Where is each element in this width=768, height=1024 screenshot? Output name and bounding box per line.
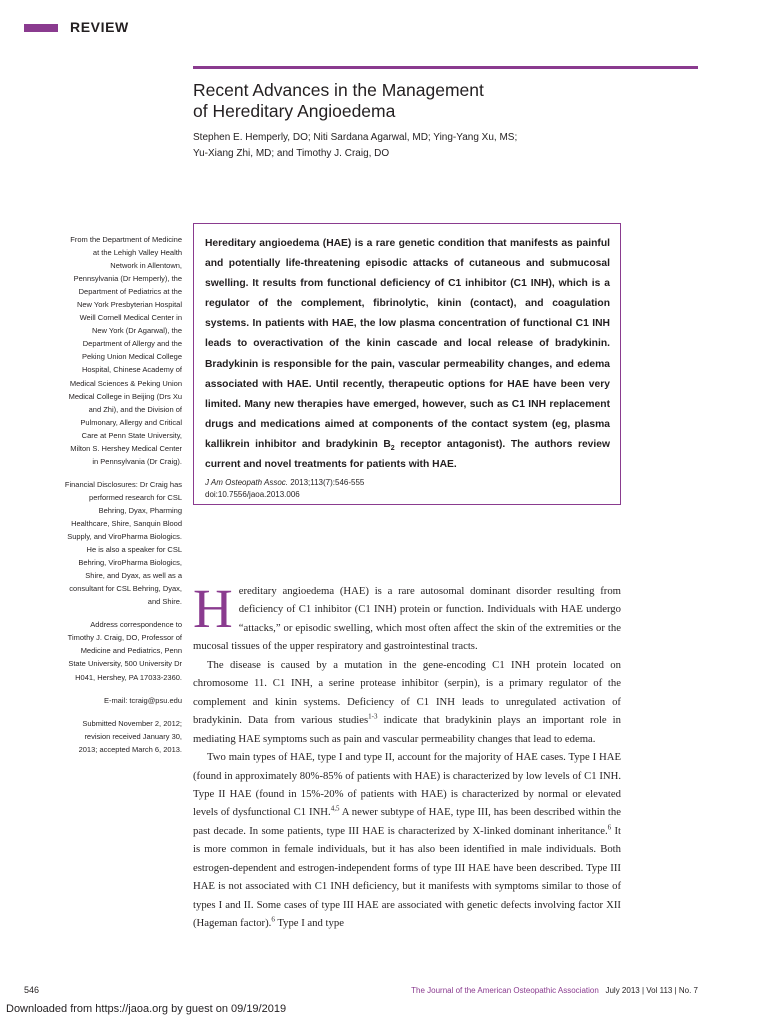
author-list xyxy=(193,130,693,162)
authors-line-1: Stephen E. Hemperly, DO; Niti Sardana Agarwal, MD; Ying-Yang Xu, MS; xyxy=(193,132,518,143)
body-paragraph-3-text-b: A newer subtype of HAE, type III, has been described within the past decade. In some patients, type III HAE is characterized by X-linked dominant inheritance. xyxy=(193,806,621,837)
financial-disclosures: Financial Disclosures: Dr Craig has performed research for CSL Behring, Dyax, Pharming Healthcare, Shire, Sanquin Blood Supply, and ViroPharma Biologics. He is also a speaker for CSL Behring, ViroPharma Biologics, Shire, and Dyax, as well as a consultant for CSL Behring, Dyax, and Shire. xyxy=(64,479,182,607)
reference-marker[interactable]: 1-3 xyxy=(368,712,378,721)
body-paragraph-3 xyxy=(193,748,621,933)
author-notes-sidebar xyxy=(64,233,182,766)
section-marker-bar xyxy=(24,24,58,32)
correspondence-address: Address correspondence to Timothy J. Craig, DO, Professor of Medicine and Pediatrics, Penn State University, 500 University Dr H041, Hershey, PA 17033-2360. xyxy=(67,620,182,682)
correspondence-email: E-mail: tcraig@psu.edu xyxy=(103,695,182,705)
footer-issue: July 2013 | Vol 113 | No. 7 xyxy=(605,986,698,995)
submission-dates: Submitted November 2, 2012; revision received January 30, 2013; accepted March 6, 2013. xyxy=(78,718,182,754)
article-title xyxy=(193,80,693,122)
citation-reference: 2013;113(7):546-555 xyxy=(288,478,365,488)
reference-marker[interactable]: 6 xyxy=(607,823,612,832)
body-paragraph-2-text-b: indicate that bradykinin plays an important role in mediating HAE symptoms such as pain and vascular permeability changes that lead to edema. xyxy=(193,714,621,745)
body-paragraph-2-text-a: The disease is caused by a mutation in the gene-encoding C1 INH protein located on chromosome 11. C1 INH, a serine protease inhibitor (serpin), is a primary regulator of the complement and kinin systems. Deficiency of C1 INH leads to unregulated activation of bradykinin. Data from various studies xyxy=(193,658,621,727)
reference-marker[interactable]: 6 xyxy=(271,915,275,924)
citation xyxy=(205,477,610,501)
section-label: REVIEW xyxy=(70,19,129,35)
running-footer xyxy=(380,986,698,995)
reference-marker[interactable]: 4,5 xyxy=(330,804,340,813)
abstract-box xyxy=(193,223,621,505)
body-paragraph-2 xyxy=(193,656,621,748)
authors-line-2: Yu-Xiang Zhi, MD; and Timothy J. Craig, DO xyxy=(193,148,390,159)
citation-doi[interactable]: doi:10.7556/jaoa.2013.006 xyxy=(205,490,300,500)
abstract-subscript: 2 xyxy=(390,444,395,452)
drop-cap: H xyxy=(193,578,233,639)
abstract-text-part-1: Hereditary angioedema (HAE) is a rare genetic condition that manifests as painful and potentially life-threatening episodic attacks of cutaneous and submucosal swelling. It results from functional deficiency of C1 inhibitor (C1 INH), which is a regulator of the complement, fibrinolytic, kinin (contact), and coagulation systems. In patients with HAE, the low plasma concentration of functional C1 INH leads to overactivation of the kinin cascade and local release of bradykinin. Bradykinin is responsible for the pain, vascular permeability changes, and edema associated with HAE. Until recently, therapeutic options for HAE have been very limited. Many new therapies have emerged, however, such as C1 INH replacement drugs and medications aimed at components of the contact system (eg, plasma kallikrein inhibitor and bradykinin B xyxy=(205,238,610,450)
title-line-1: Recent Advances in the Management xyxy=(193,80,484,100)
body-paragraph-3-text-c: It is more common in female individuals, but it has also been identified in male individuals. Both estrogen-dependent and estrogen-independent forms of type III HAE have been described. Type III HAE is not associated with C1 INH deficiency, but it manifests with symptoms similar to those of types I and II. Some cases of type III HAE are associated with genetic defects involving factor XII (Hageman factor). xyxy=(193,824,621,930)
citation-journal: J Am Osteopath Assoc. xyxy=(205,478,288,488)
title-rule xyxy=(193,66,698,69)
body-paragraph-1-text: ereditary angioedema (HAE) is a rare autosomal dominant disorder resulting from deficiency of C1 inhibitor (C1 INH) protein or function. Individuals with HAE undergo “attacks,” or episodic swelling, which most often affect the skin of the extremities or the mucosal tissues of the upper respiratory and gastrointestinal tracts. xyxy=(193,585,621,653)
download-notice: Downloaded from https://jaoa.org by guest on 09/19/2019 xyxy=(6,1003,287,1015)
footer-journal-name: The Journal of the American Osteopathic Association xyxy=(411,986,599,995)
title-line-2: of Hereditary Angioedema xyxy=(193,101,396,121)
body-paragraph-1 xyxy=(193,578,621,656)
page-number: 546 xyxy=(24,985,40,995)
affiliations: From the Department of Medicine at the Lehigh Valley Health Network in Allentown, Pennsylvania (Dr Hemperly), the Department of Pediatrics at the New York Presbyterian Hospital Weill Cornell Medical Center in New York (Dr Agarwal), the Department of Allergy and the Peking Union Medical College Hospital, Chinese Academy of Medical Sciences & Peking Union Medical College in Beijing (Drs Xu and Zhi), and the Division of Pulmonary, Allergy and Critical Care at Penn State University, Milton S. Hershey Medical Center in Pennsylvania (Dr Craig). xyxy=(68,235,182,466)
article-body xyxy=(193,578,621,933)
body-paragraph-3-text-d: Type I and type xyxy=(274,917,344,930)
body-paragraph-3-text-a: Two main types of HAE, type I and type II, account for the majority of HAE cases. Type I HAE (found in approximately 80%-85% of patients with HAE) is characterized by low levels of C1 INH. Type II HAE (found in 15%-20% of patients with HAE) is characterized by normal or elevated levels of dysfunctional C1 INH. xyxy=(193,751,621,819)
abstract-text xyxy=(205,234,610,475)
abstract-text-part-2: receptor antagonist). The authors review current and novel treatments for patients with HAE. xyxy=(205,438,610,471)
